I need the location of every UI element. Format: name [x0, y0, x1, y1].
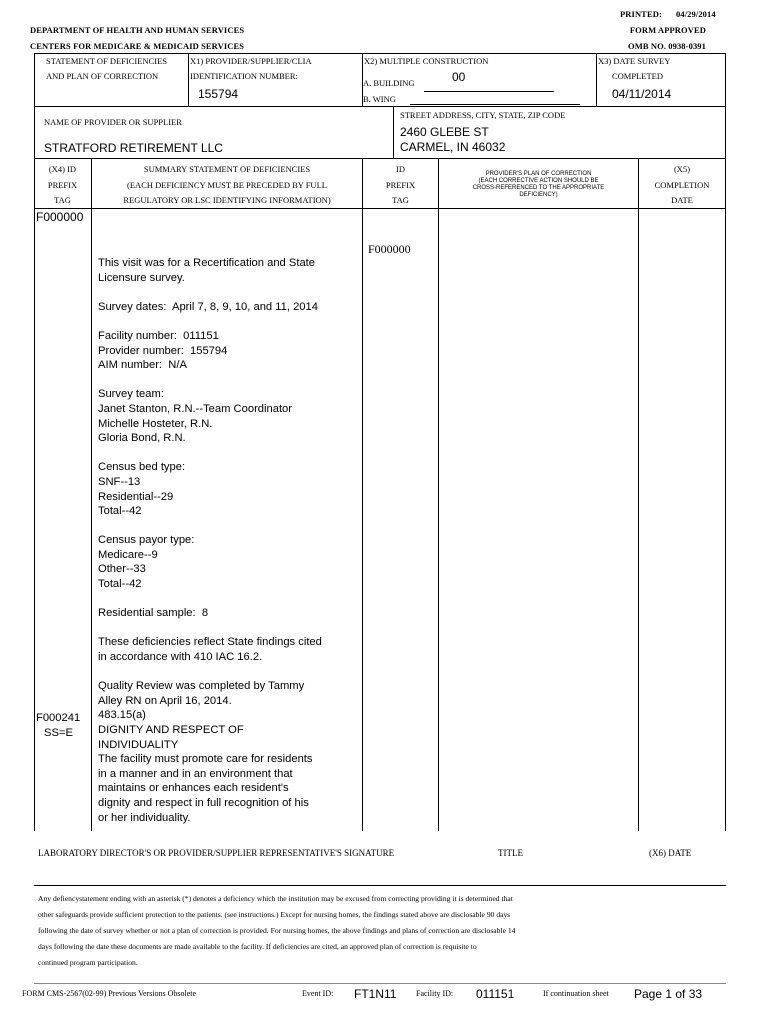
plan-header-1: PROVIDER'S PLAN OF CORRECTION	[485, 171, 592, 177]
x2-label: X2) MULTIPLE CONSTRUCTION	[364, 56, 489, 66]
page-number: Page 1 of 33	[634, 987, 703, 1001]
facility-id-value: 011151	[476, 987, 515, 1001]
left-tag-scope: SS=E	[44, 727, 73, 739]
department-title: DEPARTMENT OF HEALTH AND HUMAN SERVICES	[30, 25, 245, 35]
id-header-3: TAG	[392, 195, 409, 205]
form-approved: FORM APPROVED	[629, 25, 706, 35]
disclaimer-line: following the date of survey whether or not a plan of correction is provided. For nursing homes, the above findings and plans of correction are disclosable 14	[38, 926, 516, 935]
centers-title: CENTERS FOR MEDICARE & MEDICAID SERVICES	[30, 41, 245, 51]
event-id-value: FT1N11	[354, 987, 397, 1001]
x6-date-label: (X6) DATE	[649, 848, 692, 858]
summary-header-3: REGULATORY OR LSC IDENTIFYING INFORMATION)	[123, 195, 331, 205]
left-tag-f000000: F000000	[36, 210, 84, 224]
x5-header-3: DATE	[671, 195, 693, 205]
summary-header-1: SUMMARY STATEMENT OF DEFICIENCIES	[143, 164, 311, 174]
wing-label: B. WING	[363, 94, 396, 104]
x1-label-1: X1) PROVIDER/SUPPLIER/CLIA	[190, 56, 312, 66]
statement-label-2: AND PLAN OF CORRECTION	[46, 71, 159, 81]
plan-header-2: (EACH CORRECTIVE ACTION SHOULD BE	[478, 178, 599, 184]
x3-label-1: X3) DATE SURVEY	[598, 56, 671, 66]
disclaimer-line: Any defiencystatement ending with an asterisk (*) denotes a deficiency which the institution may be excused from correcting providing it is determined that	[38, 894, 513, 903]
plan-header-3: CROSS-REFERENCED TO THE APPROPRIATE	[472, 185, 605, 191]
printed-label: PRINTED:	[620, 9, 662, 19]
summary-header-2: (EACH DEFICIENCY MUST BE PRECEDED BY FULL	[127, 180, 327, 190]
omb-number: OMB NO. 0938-0391	[628, 41, 706, 51]
event-id-label: Event ID:	[302, 989, 334, 998]
survey-date: 04/11/2014	[612, 87, 672, 101]
left-tag-f000241: F000241	[36, 712, 81, 724]
provider-number: 155794	[198, 87, 239, 101]
printed-date: 04/29/2014	[676, 9, 716, 19]
statement-label-1: STATEMENT OF DEFICIENCIES	[46, 56, 168, 66]
provider-name: STRATFORD RETIREMENT LLC	[44, 141, 223, 155]
provider-name-label: NAME OF PROVIDER OR SUPPLIER	[44, 117, 182, 127]
address-line2: CARMEL, IN 46032	[400, 140, 506, 154]
right-tag-f000000: F000000	[368, 242, 411, 256]
form-id: FORM CMS-2567(02-99) Previous Versions Obsolete	[22, 989, 197, 998]
plan-header-4: DEFICIENCY)	[519, 192, 558, 198]
disclaimer-line: other safeguards provide sufficient protection to the patients. (see instructions.) Except for nursing homes, the findings stated above are disclosable 90 days	[38, 910, 511, 919]
x5-header-1: (X5)	[673, 164, 691, 174]
x4-header-2: PREFIX	[47, 180, 78, 190]
address-label: STREET ADDRESS, CITY, STATE, ZIP CODE	[400, 110, 566, 120]
x4-header-3: TAG	[54, 195, 71, 205]
disclaimer	[38, 891, 728, 971]
disclaimer-line: continued program participation.	[38, 958, 138, 967]
signature-label: LABORATORY DIRECTOR'S OR PROVIDER/SUPPLIER REPRESENTATIVE'S SIGNATURE	[38, 848, 395, 858]
title-label: TITLE	[498, 848, 523, 858]
x3-label-2: COMPLETED	[612, 71, 663, 81]
id-header-2: PREFIX	[385, 180, 416, 190]
continuation-label: If continuation sheet	[543, 989, 609, 998]
deficiency-summary-text: This visit was for a Recertification and State Licensure survey. Survey dates: April 7, 8, 9, 10, and 11, 2014 Facility number: 011151 Provider number: 155794 AIM number: N/A Survey team: Janet Stanton, R.N.--Team Coordinator Michelle Hosteter, R.N. Gloria Bond, R.N. Census bed type: SNF--13 Residential--29 Total--42 Census payor type: Medicare--9 Other--33 Total--42 Residential sample: 8 These deficiencies reflect State findings cited in accordance with 410 IAC 16.2. Quality Review was completed by Tammy Alley RN on April 16, 2014. 483.15(a) DIGNITY AND RESPECT OF INDIVIDUALITY The facility must promote care for residents in a manner and in an environment that maintains or enhances each resident's dignity and respect in full recognition of his or her individuality.	[98, 257, 322, 824]
building-label: A. BUILDING	[363, 78, 415, 88]
address-line1: 2460 GLEBE ST	[400, 125, 489, 139]
x1-label-2: IDENTIFICATION NUMBER:	[190, 71, 298, 81]
x4-header-1: (X4) ID	[48, 164, 77, 174]
id-header-1: ID	[396, 164, 405, 174]
x5-header-2: COMPLETION	[654, 180, 710, 190]
building-value: 00	[452, 70, 466, 84]
disclaimer-line: days following the date these documents are made available to the facility. If deficiencies are cited, an approved plan of correction is requisite to	[38, 942, 477, 951]
facility-id-label: Facility ID:	[416, 989, 454, 998]
